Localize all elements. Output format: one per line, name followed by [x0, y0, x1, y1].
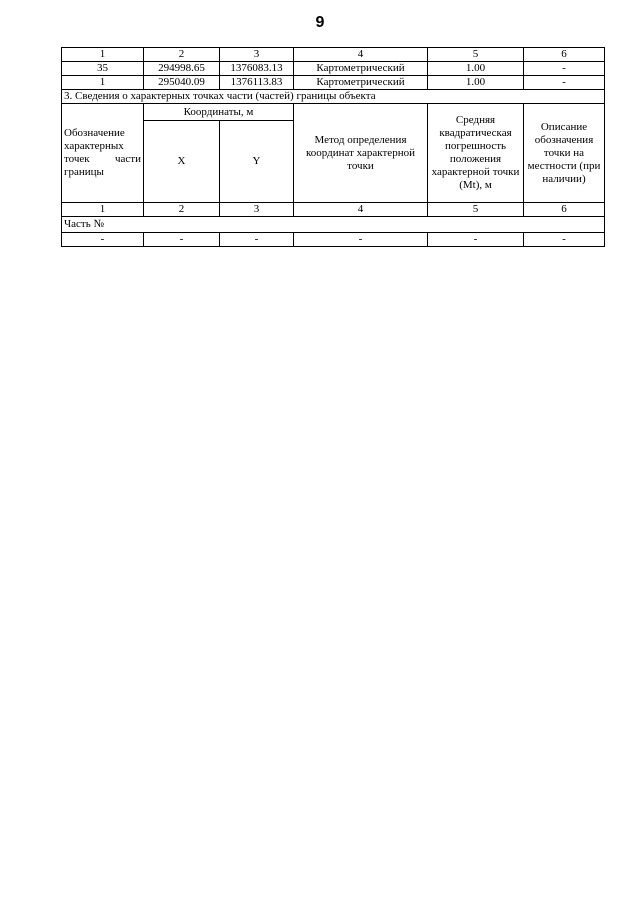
column-number-cell: 3	[220, 203, 294, 217]
table-row	[62, 76, 605, 90]
table-header-cell: 1	[62, 48, 144, 62]
table-header-cell: 5	[428, 48, 524, 62]
table-cell: -	[524, 62, 605, 76]
col-y-header: Y	[220, 121, 294, 203]
col-point-header: Обозначение характерных точек части границы	[62, 104, 144, 203]
section-title-row	[62, 90, 605, 104]
col-desc-header: Описание обозначения точки на местности (при наличии)	[524, 104, 605, 203]
table-cell: -	[294, 233, 428, 247]
coordinates-table	[61, 47, 605, 247]
table-cell: 1376083.13	[220, 62, 294, 76]
table-cell: -	[62, 233, 144, 247]
table-cell: 1.00	[428, 76, 524, 90]
table-header-cell: 4	[294, 48, 428, 62]
table-header-row	[62, 48, 605, 62]
table-row	[62, 233, 605, 247]
table-cell: 295040.09	[144, 76, 220, 90]
column-number-cell: 1	[62, 203, 144, 217]
table-cell: 294998.65	[144, 62, 220, 76]
table-cell: 1	[62, 76, 144, 90]
col-coords-header: Координаты, м	[144, 104, 294, 121]
page-number: 9	[315, 14, 325, 31]
table-header-cell: 2	[144, 48, 220, 62]
table-cell: -	[524, 76, 605, 90]
table-header-cell: 6	[524, 48, 605, 62]
column-number-cell: 5	[428, 203, 524, 217]
table-row	[62, 62, 605, 76]
section-number-row	[62, 203, 605, 217]
section-header-row	[62, 104, 605, 121]
table-cell: Картометрический	[294, 62, 428, 76]
table-cell: 1376113.83	[220, 76, 294, 90]
column-number-cell: 4	[294, 203, 428, 217]
part-label: Часть №	[62, 217, 605, 233]
table-cell: Картометрический	[294, 76, 428, 90]
table-cell: 1.00	[428, 62, 524, 76]
table-cell: -	[220, 233, 294, 247]
col-x-header: X	[144, 121, 220, 203]
col-method-header: Метод определения координат характерной точки	[294, 104, 428, 203]
table-cell: 35	[62, 62, 144, 76]
table-header-cell: 3	[220, 48, 294, 62]
col-error-header: Средняя квадратическая погрешность положения характерной точки (Mt), м	[428, 104, 524, 203]
table-cell: -	[144, 233, 220, 247]
table-cell: -	[428, 233, 524, 247]
section-title: 3. Сведения о характерных точках части (частей) границы объекта	[62, 90, 605, 104]
part-label-row	[62, 217, 605, 233]
table-cell: -	[524, 233, 605, 247]
column-number-cell: 6	[524, 203, 605, 217]
column-number-cell: 2	[144, 203, 220, 217]
